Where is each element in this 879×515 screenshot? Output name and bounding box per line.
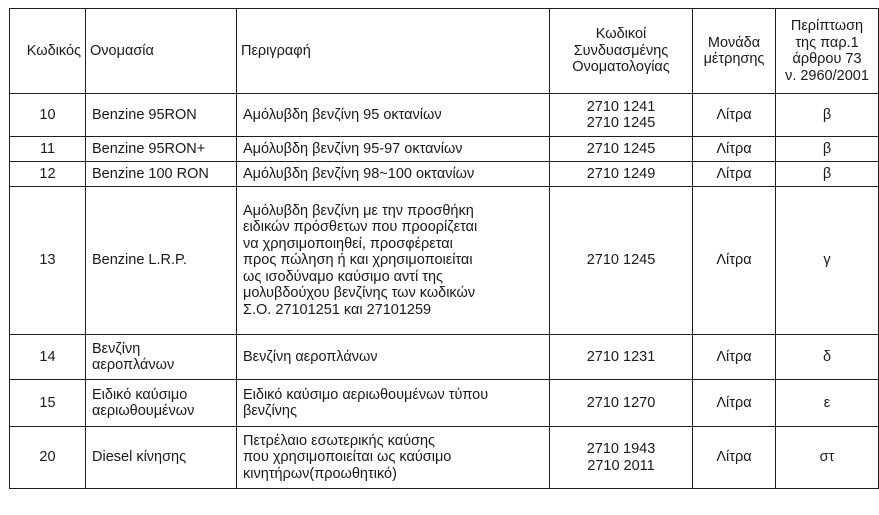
cell-code: 13 (10, 187, 86, 335)
cell-cn: 2710 1241 2710 1245 (550, 94, 693, 137)
cell-name: Benzine 95RON+ (86, 137, 237, 162)
table-row (10, 427, 879, 489)
table-row (10, 335, 879, 380)
cell-description: Ειδικό καύσιμο αεριωθουμένων τύπου βενζίνης (237, 380, 550, 427)
cell-name: Benzine 100 RON (86, 162, 237, 187)
cell-cn: 2710 1245 (550, 187, 693, 335)
cell-description: Αμόλυβδη βενζίνη με την προσθήκη ειδικών πρόσθετων που προορίζεται να χρησιμοποιηθεί, προσφέρεται προς πώληση ή και χρησιμοποιείται ως ισοδύναμο καύσιμο αντί της μολυβδούχου βενζίνης των κωδικών Σ.Ο. 27101251 και 27101259 (237, 187, 550, 335)
header-description: Περιγραφή (237, 9, 550, 94)
cell-cn: 2710 1245 (550, 137, 693, 162)
cell-unit: Λίτρα (693, 335, 776, 380)
cell-name: Diesel κίνησης (86, 427, 237, 489)
header-row (10, 9, 879, 94)
cell-case: β (776, 137, 879, 162)
table-row (10, 187, 879, 335)
table-row (10, 380, 879, 427)
table-row (10, 94, 879, 137)
cell-code: 10 (10, 94, 86, 137)
header-unit: Μονάδα μέτρησης (693, 9, 776, 94)
cell-cn: 2710 1231 (550, 335, 693, 380)
cell-case: στ (776, 427, 879, 489)
cell-unit: Λίτρα (693, 162, 776, 187)
header-cn-codes: Κωδικοί Συνδυασμένης Ονοματολογίας (550, 9, 693, 94)
cell-unit: Λίτρα (693, 137, 776, 162)
cell-case: ε (776, 380, 879, 427)
cell-description: Αμόλυβδη βενζίνη 98~100 οκτανίων (237, 162, 550, 187)
cell-code: 15 (10, 380, 86, 427)
cell-description: Πετρέλαιο εσωτερικής καύσης που χρησιμοποιείται ως καύσιμο κινητήρων(προωθητικό) (237, 427, 550, 489)
cell-description: Βενζίνη αεροπλάνων (237, 335, 550, 380)
cell-unit: Λίτρα (693, 94, 776, 137)
cell-unit: Λίτρα (693, 427, 776, 489)
cell-case: γ (776, 187, 879, 335)
cell-description: Αμόλυβδη βενζίνη 95 οκτανίων (237, 94, 550, 137)
header-code: Κωδικός (10, 9, 86, 94)
cell-code: 20 (10, 427, 86, 489)
cell-code: 12 (10, 162, 86, 187)
header-name: Ονομασία (86, 9, 237, 94)
cell-cn: 2710 1270 (550, 380, 693, 427)
cell-name: Benzine L.R.P. (86, 187, 237, 335)
cell-name: Benzine 95RON (86, 94, 237, 137)
cell-name: Ειδικό καύσιμο αεριωθουμένων (86, 380, 237, 427)
header-case: Περίπτωση της παρ.1 άρθρου 73 ν. 2960/2001 (776, 9, 879, 94)
cell-name: Βενζίνη αεροπλάνων (86, 335, 237, 380)
cell-code: 11 (10, 137, 86, 162)
table-row (10, 162, 879, 187)
cell-cn: 2710 1943 2710 2011 (550, 427, 693, 489)
table-row (10, 137, 879, 162)
cell-unit: Λίτρα (693, 187, 776, 335)
cell-code: 14 (10, 335, 86, 380)
cell-unit: Λίτρα (693, 380, 776, 427)
cell-description: Αμόλυβδη βενζίνη 95-97 οκτανίων (237, 137, 550, 162)
cell-case: β (776, 94, 879, 137)
cell-case: δ (776, 335, 879, 380)
cell-case: β (776, 162, 879, 187)
fuel-codes-table (9, 8, 879, 489)
cell-cn: 2710 1249 (550, 162, 693, 187)
